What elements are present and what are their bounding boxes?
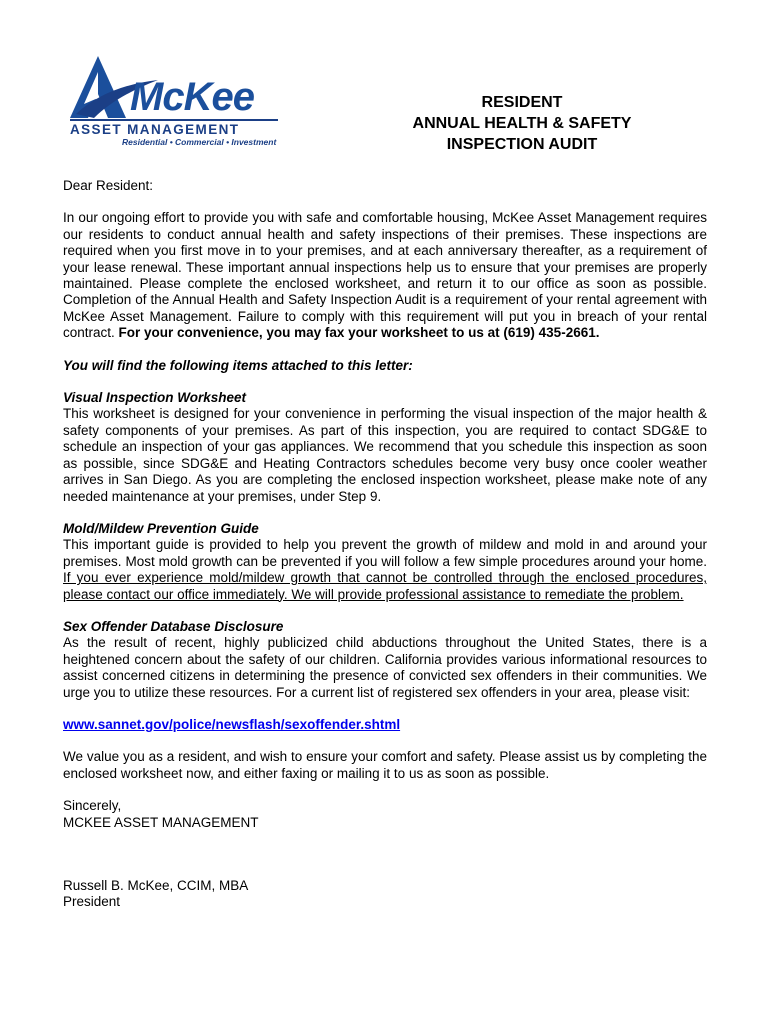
section-heading-offender: Sex Offender Database Disclosure bbox=[63, 618, 284, 634]
title-line-1: RESIDENT bbox=[481, 94, 563, 111]
mold-underlined-text: If you ever experience mold/mildew growth that cannot be controlled through the enclosed procedures, please contact our office immediately. We will provide professional assistance to remediate the problem. bbox=[63, 570, 707, 602]
logo-subtitle: ASSET MANAGEMENT bbox=[70, 122, 240, 137]
salutation: Dear Resident: bbox=[63, 178, 154, 193]
closing-paragraph: We value you as a resident, and wish to ensure your comfort and safety. Please assist us by completing the enclosed worksheet now, and either faxing or mailing it to us as soon as possible. bbox=[63, 749, 707, 781]
signer-title: President bbox=[63, 894, 121, 910]
mold-text: This important guide is provided to help you prevent the growth of mildew and mold in and around your premises. Most mold growth can be prevented if you will follow a few simple procedures around your home. bbox=[63, 537, 707, 569]
fax-notice: For your convenience, you may fax your worksheet to us at (619) 435-2661. bbox=[118, 325, 600, 341]
document-title bbox=[380, 92, 664, 155]
section-text-mold bbox=[63, 537, 707, 603]
intro-paragraph bbox=[63, 210, 707, 341]
section-heading-mold: Mold/Mildew Prevention Guide bbox=[63, 520, 259, 536]
signer-name: Russell B. McKee, CCIM, MBA bbox=[63, 878, 249, 893]
title-line-2: ANNUAL HEALTH & SAFETY bbox=[412, 115, 632, 132]
section-heading-worksheet: Visual Inspection Worksheet bbox=[63, 390, 247, 406]
section-text-worksheet: This worksheet is designed for your convenience in performing the visual inspection of the major health & safety components of your premises. As part of this inspection, you are required to contact SDG&E to schedule an inspection of your gas appliances. We recommend that you schedule this inspection as soon as possible, since SDG&E and Heating Contractors schedules become very busy once cooler weather arrives in San Diego. As you are completing the enclosed inspection worksheet, please make note of any needed maintenance at your premises, under Step 9. bbox=[63, 406, 707, 504]
mckee-logo bbox=[66, 56, 286, 152]
letter-body bbox=[63, 178, 707, 911]
logo-tagline: Residential • Commercial • Investment bbox=[122, 137, 277, 147]
offender-database-link[interactable]: www.sannet.gov/police/newsflash/sexoffender.shtml bbox=[63, 716, 401, 732]
logo-brand: McKee bbox=[130, 75, 254, 119]
valediction: Sincerely, bbox=[63, 798, 122, 814]
intro-text: In our ongoing effort to provide you with safe and comfortable housing, McKee Asset Management requires our residents to conduct annual health and safety inspections of their premises. These inspections are required when you first move in to your premises, and at each anniversary thereafter, as a requirement of your lease renewal. These important annual inspections help us to ensure that your premises are properly maintained. Please complete the enclosed worksheet, and return it to our office as soon as possible. Completion of the Annual Health and Safety Inspection Audit is a requirement of your rental agreement with McKee Asset Management. Failure to comply with this requirement will put you in breach of your rental contract. bbox=[63, 210, 707, 341]
title-line-3: INSPECTION AUDIT bbox=[446, 136, 598, 153]
attached-heading: You will find the following items attached to this letter: bbox=[63, 357, 413, 373]
offender-link-line bbox=[63, 717, 707, 733]
company-name: MCKEE ASSET MANAGEMENT bbox=[63, 814, 259, 830]
section-text-offender: As the result of recent, highly publicized child abductions throughout the United States, there is a heightened concern about the safety of our children. California provides various informational resources to assist concerned citizens in determining the presence of convicted sex offenders in their communities. We urge you to utilize these resources. For a current list of registered sex offenders in your area, please visit: bbox=[63, 635, 707, 700]
